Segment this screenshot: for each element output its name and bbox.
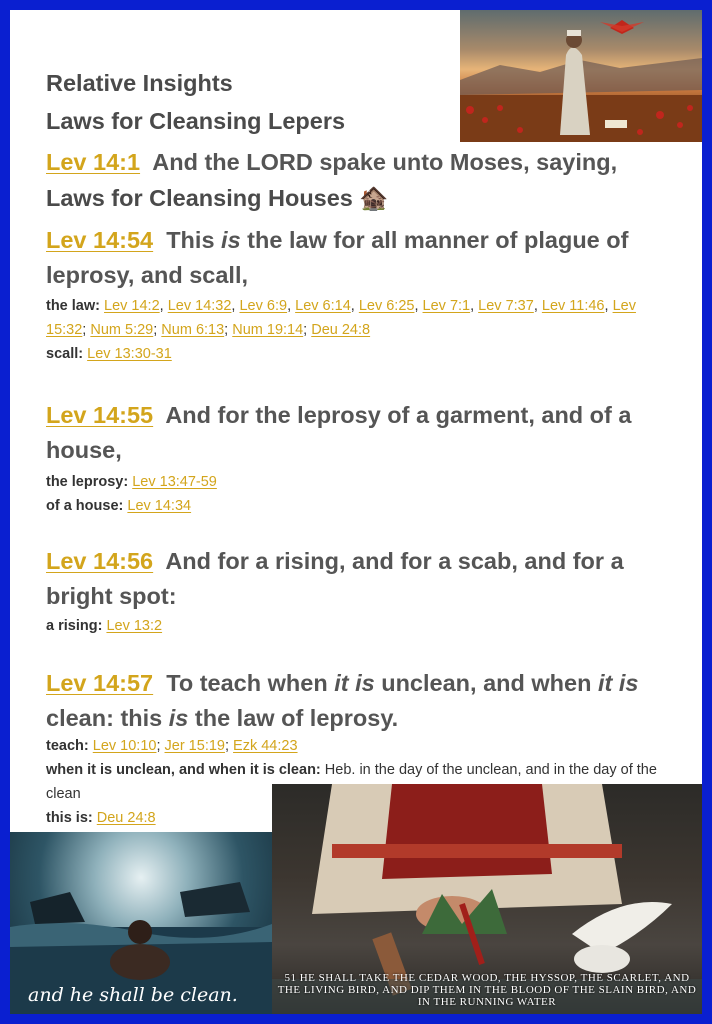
ref-separator: , bbox=[533, 298, 542, 314]
ref-separator: ; bbox=[224, 322, 233, 338]
ref-link[interactable]: Lev 6:14 bbox=[295, 298, 351, 314]
ref-separator: , bbox=[604, 298, 613, 314]
verse-text-italic: it bbox=[597, 670, 613, 696]
ref-link[interactable]: Num 6:13 bbox=[161, 322, 225, 338]
verse-text: unclean, and when bbox=[374, 670, 598, 696]
ref-link[interactable]: Lev 6:9 bbox=[239, 298, 288, 314]
note-label: the leprosy: bbox=[46, 474, 129, 490]
ref-link[interactable]: Lev 6:25 bbox=[358, 298, 415, 314]
verse-text: And for a rising, and for a scab, and for a bright spot: bbox=[46, 548, 624, 609]
verse-ref-link[interactable]: Lev 14:56 bbox=[46, 548, 154, 574]
ref-separator: , bbox=[159, 298, 168, 314]
ref-link[interactable]: Lev 7:1 bbox=[422, 298, 471, 314]
verse-text: the law for all manner of plague of leprosy, and scall, bbox=[46, 227, 629, 288]
ref-separator: , bbox=[350, 298, 359, 314]
prophet-illustration bbox=[460, 10, 702, 142]
verse-text-italic: is bbox=[618, 670, 639, 696]
note-label: when it is unclean, and when it is clean: bbox=[46, 762, 321, 778]
verse-text: And the LORD spake unto Moses, saying, bbox=[152, 149, 618, 175]
verse-ref-link[interactable]: Lev 14:54 bbox=[46, 227, 154, 253]
ref-separator: ; bbox=[303, 322, 312, 338]
verse-lev-14-57 bbox=[46, 666, 666, 736]
verse-lev-14-1 bbox=[46, 145, 666, 180]
ref-link[interactable]: Lev 10:10 bbox=[92, 738, 157, 754]
ref-link[interactable]: Num 19:14 bbox=[232, 322, 304, 338]
ref-link[interactable]: Jer 15:19 bbox=[164, 738, 225, 754]
ref-link[interactable]: Lev 7:37 bbox=[478, 298, 534, 314]
image-caption-verse: 51 HE SHALL TAKE THE CEDAR WOOD, THE HYSSOP, THE SCARLET, AND THE LIVING BIRD, AND DIP THEM IN THE BLOOD OF THE SLAIN BIRD, AND IN THE RUNNING WATER bbox=[277, 972, 697, 1008]
image-caption-script: and he shall be clean. bbox=[28, 984, 238, 1006]
ref-link[interactable]: Lev 13:30-31 bbox=[87, 346, 172, 362]
cross-refs-leprosy bbox=[46, 470, 671, 494]
ref-separator: , bbox=[231, 298, 240, 314]
ref-link[interactable]: Lev 14:34 bbox=[127, 498, 192, 514]
page-title: Relative Insights bbox=[46, 70, 233, 96]
cross-refs-the-law bbox=[46, 294, 671, 342]
note-label: scall: bbox=[46, 346, 84, 362]
ref-list bbox=[46, 298, 636, 338]
verse-lev-14-54 bbox=[46, 223, 666, 293]
section-heading-houses: Laws for Cleansing Houses 🏚️ bbox=[46, 185, 389, 211]
cross-refs-teach bbox=[46, 734, 671, 758]
verse-ref-link[interactable]: Lev 14:55 bbox=[46, 402, 154, 428]
ref-link[interactable]: Ezk 44:23 bbox=[233, 738, 298, 754]
note-label: this is: bbox=[46, 810, 93, 826]
ref-link[interactable]: Num 5:29 bbox=[90, 322, 154, 338]
ref-link[interactable]: Lev 13:47-59 bbox=[132, 474, 217, 490]
ref-separator: , bbox=[287, 298, 296, 314]
verse-text: To teach when bbox=[166, 670, 335, 696]
ref-list bbox=[93, 738, 298, 754]
baptism-illustration bbox=[10, 832, 272, 1014]
cross-refs-rising bbox=[46, 614, 671, 638]
ref-separator: ; bbox=[156, 738, 165, 754]
verse-lev-14-55 bbox=[46, 398, 666, 468]
ref-separator: , bbox=[414, 298, 423, 314]
ref-separator: , bbox=[470, 298, 479, 314]
verse-text-italic: it is bbox=[334, 670, 375, 696]
verse-text: And for the leprosy of a garment, and of a house, bbox=[46, 402, 632, 463]
verse-lev-14-56 bbox=[46, 544, 666, 614]
note-label: of a house: bbox=[46, 498, 124, 514]
verse-text: This bbox=[166, 227, 222, 253]
ref-link[interactable]: Deu 24:8 bbox=[311, 322, 371, 338]
note-label: teach: bbox=[46, 738, 89, 754]
ref-link[interactable]: Deu 24:8 bbox=[96, 810, 156, 826]
verse-text-italic: is bbox=[168, 705, 189, 731]
ref-separator: ; bbox=[153, 322, 162, 338]
ref-link[interactable]: Lev 13:2 bbox=[106, 618, 163, 634]
verse-text-italic: is bbox=[221, 227, 241, 253]
page-content bbox=[10, 10, 702, 1014]
verse-text: clean: this bbox=[46, 705, 169, 731]
cleansing-ritual-illustration bbox=[272, 784, 702, 1014]
ref-link[interactable]: Lev 14:32 bbox=[167, 298, 232, 314]
note-label: the law: bbox=[46, 298, 100, 314]
ref-separator: ; bbox=[82, 322, 91, 338]
ref-link[interactable]: Lev 11:46 bbox=[541, 298, 605, 314]
ref-separator: ; bbox=[224, 738, 234, 754]
verse-ref-link[interactable]: Lev 14:1 bbox=[46, 149, 141, 175]
section-heading-lepers: Laws for Cleansing Lepers bbox=[46, 108, 346, 134]
cross-refs-scall bbox=[46, 342, 671, 366]
verse-text: the law of leprosy. bbox=[188, 705, 399, 731]
note-text: Heb. in the day of the unclean, and in the day of the clean bbox=[46, 762, 657, 802]
cross-refs-house bbox=[46, 494, 671, 518]
ref-link[interactable]: Lev 14:2 bbox=[104, 298, 160, 314]
ref-link[interactable]: Lev 15:32 bbox=[46, 298, 636, 338]
note-label: a rising: bbox=[46, 618, 103, 634]
verse-ref-link[interactable]: Lev 14:57 bbox=[46, 670, 154, 696]
